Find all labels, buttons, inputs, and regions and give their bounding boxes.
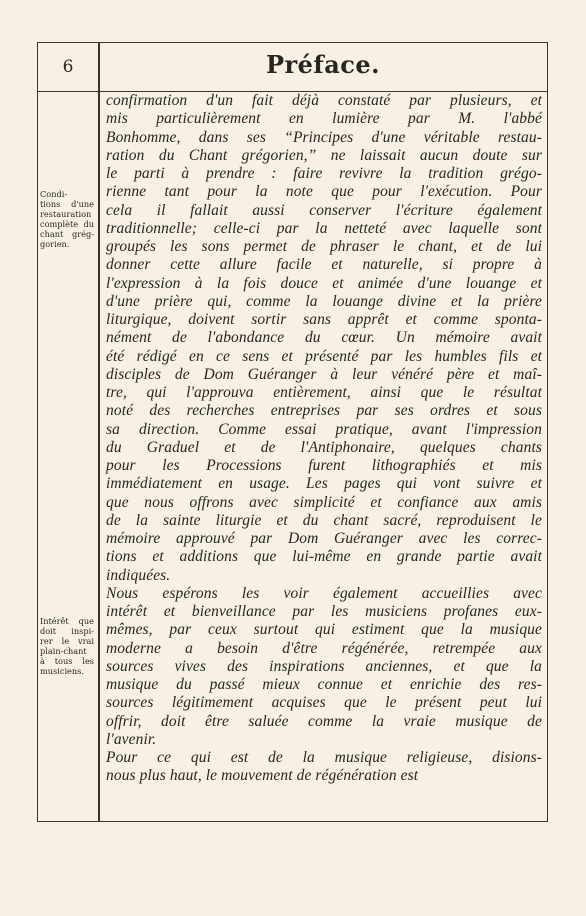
body-line: mêmes, par ceux surtout qui estiment que la musique	[106, 621, 542, 639]
body-line: traditionnelle; celle-ci par la netteté avec laquelle sont	[106, 219, 542, 237]
body-line: mis particulièrement en lumière par M. l'abbé	[106, 110, 542, 128]
margin-note-interest	[40, 616, 94, 676]
margin-note-line: chant grég-	[40, 229, 94, 239]
body-line: offrir, doit être saluée comme la vraie musique de	[106, 712, 542, 730]
margin-note-line: rer le vrai	[40, 636, 94, 646]
body-line: mémoire approuvé par Dom Guéranger avec les correc-	[106, 530, 542, 547]
margin-note-line: complète du	[40, 219, 94, 229]
margin-note-restoration	[40, 189, 94, 249]
body-line: ration du Chant grégorien,” ne laissait aucun doute sur	[106, 146, 542, 164]
body-line: pour les Processions furent lithographiés et mis	[106, 457, 542, 474]
body-text	[106, 92, 542, 786]
body-line: de la sainte liturgie et du chant sacré, reproduisent le	[106, 511, 542, 529]
margin-note-line: doit inspi-	[40, 626, 94, 636]
body-line: nément de l'abondance du cœur. Un mémoire avait	[106, 329, 542, 347]
page-number: 6	[62, 57, 74, 77]
body-line: confirmation d'un fait déjà constaté par plusieurs, et	[106, 92, 542, 109]
body-line: d'une prière qui, comme la louange divine et la prière	[106, 292, 542, 310]
margin-divider	[98, 43, 100, 821]
body-line: tre, qui l'approuva entièrement, ainsi que le résultat	[106, 384, 542, 401]
body-line: disciples de Dom Guéranger à leur vénéré père et maî-	[106, 365, 542, 383]
body-line: sources légitimement acquises que le présent peut lui	[106, 694, 542, 712]
body-line: donner cette allure facile et naturelle, si propre à	[106, 256, 542, 274]
body-line: intérêt et bienveillance par les musiciens profanes eux-	[106, 603, 542, 620]
margin-note-line: Condi-	[40, 189, 68, 199]
margin-note-line: plain-chant	[40, 646, 87, 656]
body-line: liturgique, doivent sortir sans apprêt et comme sponta-	[106, 311, 542, 328]
margin-note-line: restauration	[40, 209, 92, 219]
body-line: nous plus haut, le mouvement de régénération est	[106, 767, 419, 785]
body-line: moderne a besoin d'être régénérée, retrempée aux	[106, 639, 542, 657]
body-line: tions et additions que lui-même en grande partie avait	[106, 548, 542, 566]
body-line: l'expression à la fois douce et animée d'une louange et	[106, 274, 542, 292]
body-line: le parti à prendre : faire revivre la tradition grégo-	[106, 165, 542, 182]
margin-note-line: gorien.	[40, 239, 70, 249]
body-line: indiquées.	[106, 566, 171, 584]
body-line: musique du passé mieux connue et enrichie des res-	[106, 676, 542, 693]
body-line: été rédigé en ce sens et présenté par les humbles fils et	[106, 347, 542, 365]
body-line: Pour ce qui est de la musique religieuse, disions-	[106, 749, 542, 766]
margin-note-line: musiciens.	[40, 666, 84, 676]
body-line: sources vives des inspirations anciennes, et que la	[106, 657, 542, 675]
margin-note-line: tions d'une	[40, 199, 94, 209]
page-header	[38, 43, 547, 92]
body-line: cela il fallait aussi conserver l'écriture également	[106, 201, 542, 219]
body-line: l'avenir.	[106, 730, 157, 748]
body-line: Nous espérons les voir également accueillies avec	[106, 584, 542, 602]
body-line: immédiatement en usage. Les pages qui vont suivre et	[106, 475, 542, 493]
margin-note-line: Intérêt que	[40, 616, 94, 626]
body-line: noté des recherches entreprises par ses ordres et sous	[106, 402, 542, 420]
body-line: Bonhomme, dans ses “Principes d'une véritable restau-	[106, 128, 542, 146]
margin-note-line: à tous les	[40, 656, 94, 666]
body-line: groupés les sons permet de phraser le chant, et de lui	[106, 238, 542, 255]
body-line: du Graduel et de l'Antiphonaire, quelques chants	[106, 438, 542, 456]
page-title: Préface.	[265, 50, 381, 79]
body-line: que nous offrons avec simplicité et confiance aux amis	[106, 493, 542, 511]
page-frame	[37, 42, 548, 822]
body-line: rienne tant pour la note que pour l'exécution. Pour	[106, 183, 542, 201]
body-line: sa direction. Comme essai pratique, avant l'impression	[106, 420, 542, 438]
